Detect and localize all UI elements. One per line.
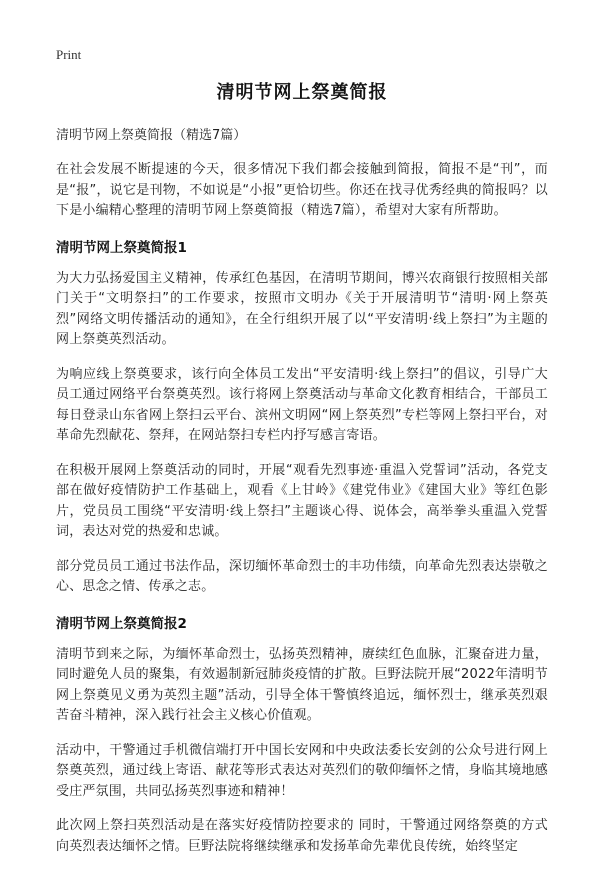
section-heading-2: 清明节网上祭奠简报2 <box>56 615 187 632</box>
section-1-paragraph: 为大力弘扬爱国主义精神，传承红色基因，在清明节期间，博兴农商银行按照相关部门关于“文明祭扫”的工作要求，按照市文明办《关于开展清明节“清明·网上祭英烈”网络文明传播活动的通知》，在全行组织开展了以“平安清明·线上祭扫”为主题的网上祭奠英烈活动。 <box>56 270 548 347</box>
section-2-paragraph: 清明节到来之际，为缅怀革命烈士，弘扬英烈精神，赓续红色血脉，汇聚奋进力量，同时避免人员的聚集，有效遏制新冠肺炎疫情的扩散。巨野法院开展“2022年清明节网上祭奠见义勇为英烈主题”活动，引导全体干警慎终追远，缅怀烈士，继承英烈艰苦奋斗精神，深入践行社会主义核心价值观。 <box>56 646 548 723</box>
document-subtitle: 清明节网上祭奠简报（精选7篇） <box>56 128 247 143</box>
page-title: 清明节网上祭奠简报 <box>216 82 388 103</box>
section-2-paragraph: 活动中，干警通过手机微信端打开中国长安网和中央政法委长安剑的公众号进行网上祭奠英烈，通过线上寄语、献花等形式表达对英烈们的敬仰缅怀之情，身临其境地感受庄严氛围，共同弘扬英烈事迹和精神！ <box>56 742 548 799</box>
document-body <box>56 78 548 871</box>
intro-paragraph: 在社会发展不断提速的今天，很多情况下我们都会接触到简报，简报不是“刊”，而是“报”，说它是刊物，不如说是“小报”更恰切些。你还在找寻优秀经典的简报吗？以下是小编精心整理的清明节网上祭奠简报（精选7篇），希望对大家有所帮助。 <box>56 162 548 218</box>
section-1-paragraph: 部分党员员工通过书法作品，深切缅怀革命烈士的丰功伟绩，向革命先烈表达崇敬之心、思念之情、传承之志。 <box>56 558 548 594</box>
section-2-paragraph: 此次网上祭扫英烈活动是在落实好疫情防控要求的 同时，干警通过网络祭奠的方式向英烈表达缅怀之情。巨野法院将继续继承和发扬革命先辈优良传统，始终坚定 <box>56 818 548 854</box>
section-1-paragraph: 在积极开展网上祭奠活动的同时，开展“观看先烈事迹·重温入党誓词”活动，各党支部在做好疫情防护工作基础上，观看《上甘岭》《建党伟业》《建国大业》等红色影片，党员员工围绕“平安清明·线上祭扫”主题谈心得、说体会，高举拳头重温入党誓词，表达对党的热爱和忠诚。 <box>56 462 548 539</box>
print-label: Print <box>56 47 82 62</box>
section-heading-1: 清明节网上祭奠简报1 <box>56 239 187 256</box>
section-1-paragraph: 为响应线上祭奠要求，该行向全体员工发出“平安清明·线上祭扫”的倡议，引导广大员工通过网络平台祭奠英烈。该行将网上祭奠活动与革命文化教育相结合，干部员工每日登录山东省网上祭扫云平台、滨州文明网“网上祭英烈”专栏等网上祭扫平台，对革命先烈献花、祭拜，在网站祭扫专栏内抒写感言寄语。 <box>56 366 548 443</box>
